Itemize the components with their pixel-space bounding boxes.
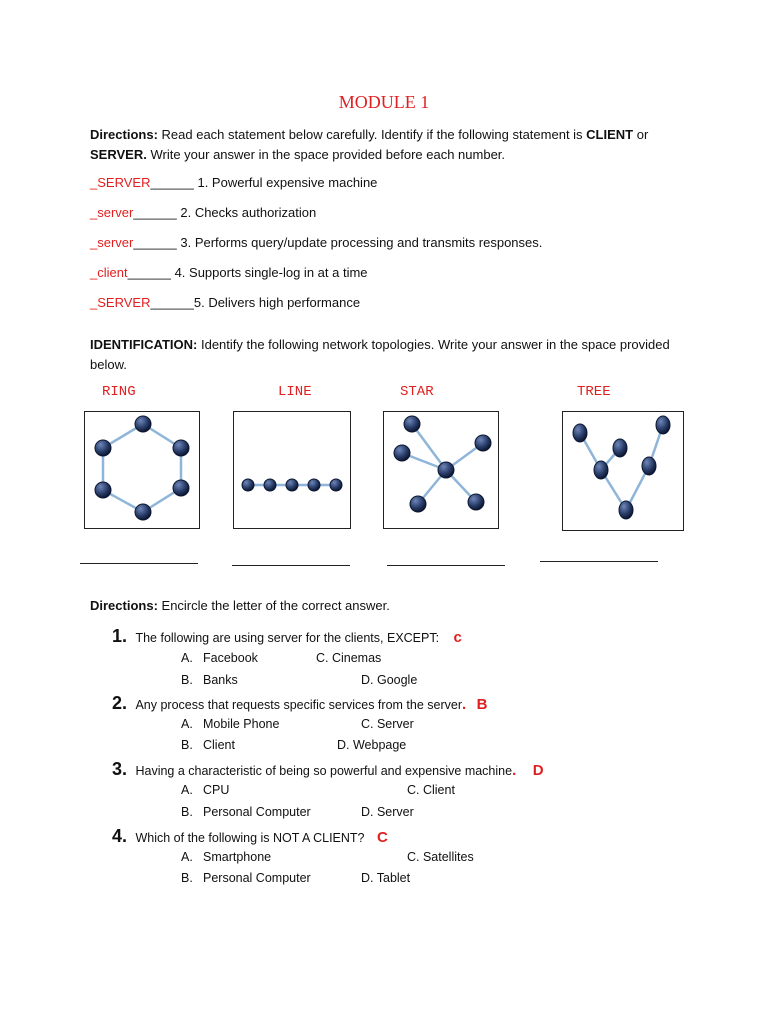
- question-number: 3.: [112, 759, 128, 779]
- ring-node: [135, 416, 151, 432]
- statement-item: [90, 205, 316, 220]
- statement-answer: _server: [90, 205, 134, 220]
- option-d[interactable]: D. Tablet: [361, 871, 411, 885]
- option-b-letter[interactable]: B.: [181, 805, 193, 819]
- star-node: [394, 445, 410, 461]
- tree-node: [656, 416, 670, 434]
- question-number: 1.: [112, 626, 128, 646]
- ring-node: [173, 440, 189, 456]
- option-a-text: Facebook: [203, 651, 258, 665]
- statement-blank: ______: [127, 265, 171, 280]
- ring-node: [95, 482, 111, 498]
- identification-label: IDENTIFICATION:: [90, 337, 198, 352]
- statement-answer: _SERVER: [90, 295, 151, 310]
- topology-label-star: STAR: [400, 384, 434, 400]
- line-node: [242, 479, 254, 491]
- statement-text: 3. Performs query/update processing and transmits responses.: [176, 235, 543, 250]
- option-a-letter[interactable]: A.: [181, 651, 193, 665]
- directions-text-b: or: [633, 127, 649, 142]
- statement-blank: ______: [150, 175, 194, 190]
- tree-node: [613, 439, 627, 457]
- server-keyword: SERVER.: [90, 147, 147, 162]
- option-d[interactable]: D. Webpage: [337, 738, 407, 752]
- star-node: [468, 494, 484, 510]
- option-c[interactable]: C. Satellites: [407, 850, 474, 864]
- question-text: The following are using server for the clients, EXCEPT:: [135, 631, 440, 645]
- ring-topology-diagram: [84, 411, 200, 529]
- tree-node: [594, 461, 608, 479]
- option-d[interactable]: D. Server: [361, 805, 414, 819]
- line-node: [286, 479, 298, 491]
- option-a-letter[interactable]: A.: [181, 717, 193, 731]
- statement-text: 5. Delivers high performance: [193, 295, 361, 310]
- option-b-letter[interactable]: B.: [181, 738, 193, 752]
- statement-text: 4. Supports single-log in at a time: [170, 265, 368, 280]
- option-c[interactable]: C. Server: [361, 717, 414, 731]
- tree-node: [573, 424, 587, 442]
- question-text: Which of the following is NOT A CLIENT?: [135, 831, 365, 845]
- question-3: [112, 759, 544, 780]
- option-a-letter[interactable]: A.: [181, 850, 193, 864]
- option-d[interactable]: D. Google: [361, 673, 418, 687]
- ring-node: [95, 440, 111, 456]
- star-node: [404, 416, 420, 432]
- statement-item: [90, 235, 542, 250]
- option-c[interactable]: C. Client: [407, 783, 455, 797]
- statement-item: [90, 175, 377, 190]
- directions-2-paragraph: [90, 596, 690, 616]
- answer-blank-ring[interactable]: [80, 563, 198, 564]
- statement-answer: _SERVER: [90, 175, 151, 190]
- statement-blank: ______: [133, 205, 177, 220]
- option-a-text: Mobile Phone: [203, 717, 280, 731]
- topology-label-ring: RING: [102, 384, 136, 400]
- directions-paragraph: [90, 125, 690, 165]
- tree-topology-diagram: [562, 411, 684, 531]
- star-node: [410, 496, 426, 512]
- question-number: 4.: [112, 826, 128, 846]
- option-b-text: Client: [203, 738, 235, 752]
- question-answer: B: [476, 696, 488, 713]
- question-1: [112, 626, 462, 647]
- statement-blank: ______: [133, 235, 177, 250]
- ring-node: [135, 504, 151, 520]
- identification-text: Identify the following network topologies. Write your answer in the space provided below.: [90, 337, 670, 372]
- question-answer: C: [376, 829, 388, 846]
- statement-item: [90, 295, 360, 310]
- statement-item: [90, 265, 368, 280]
- directions-text-c: Write your answer in the space provided before each number.: [146, 147, 506, 162]
- statement-blank: ______: [150, 295, 194, 310]
- page-title: MODULE 1: [338, 92, 430, 112]
- option-a-text: Smartphone: [203, 850, 272, 864]
- client-keyword: CLIENT: [586, 127, 634, 142]
- identification-paragraph: [90, 335, 690, 375]
- statement-text: 2. Checks authorization: [176, 205, 317, 220]
- star-topology-diagram: [383, 411, 499, 529]
- question-number: 2.: [112, 693, 128, 713]
- line-node: [308, 479, 320, 491]
- option-a-letter[interactable]: A.: [181, 783, 193, 797]
- option-a-text: CPU: [203, 783, 230, 797]
- statement-answer: _server: [90, 235, 134, 250]
- option-b-letter[interactable]: B.: [181, 673, 193, 687]
- question-text: Any process that requests specific services from the server: [135, 698, 462, 712]
- line-topology-diagram: [233, 411, 351, 529]
- tree-node: [642, 457, 656, 475]
- directions-2-text: Encircle the letter of the correct answer.: [157, 598, 390, 613]
- answer-blank-star[interactable]: [387, 565, 505, 566]
- option-c[interactable]: C. Cinemas: [316, 651, 382, 665]
- topology-label-tree: TREE: [577, 384, 611, 400]
- question-answer: D: [532, 762, 544, 779]
- tree-node: [619, 501, 633, 519]
- statement-answer: _client: [90, 265, 128, 280]
- option-b-letter[interactable]: B.: [181, 871, 193, 885]
- star-node: [475, 435, 491, 451]
- question-4: [112, 826, 388, 847]
- question-2: [112, 693, 487, 714]
- question-answer: c: [453, 629, 462, 646]
- star-node: [438, 462, 454, 478]
- line-node: [264, 479, 276, 491]
- option-b-text: Banks: [203, 673, 238, 687]
- answer-blank-line[interactable]: [232, 565, 350, 566]
- directions-text-a: Read each statement below carefully. Identify if the following statement is: [157, 127, 587, 142]
- topology-label-line: LINE: [278, 384, 312, 400]
- line-node: [330, 479, 342, 491]
- question-dot: .: [512, 762, 517, 779]
- answer-blank-tree[interactable]: [540, 561, 658, 562]
- question-text: Having a characteristic of being so powerful and expensive machine: [135, 764, 513, 778]
- ring-node: [173, 480, 189, 496]
- statement-text: 1. Powerful expensive machine: [193, 175, 378, 190]
- option-b-text: Personal Computer: [203, 871, 311, 885]
- option-b-text: Personal Computer: [203, 805, 311, 819]
- directions-label: Directions:: [90, 127, 158, 142]
- question-dot: .: [461, 696, 467, 713]
- directions-2-label: Directions:: [90, 598, 158, 613]
